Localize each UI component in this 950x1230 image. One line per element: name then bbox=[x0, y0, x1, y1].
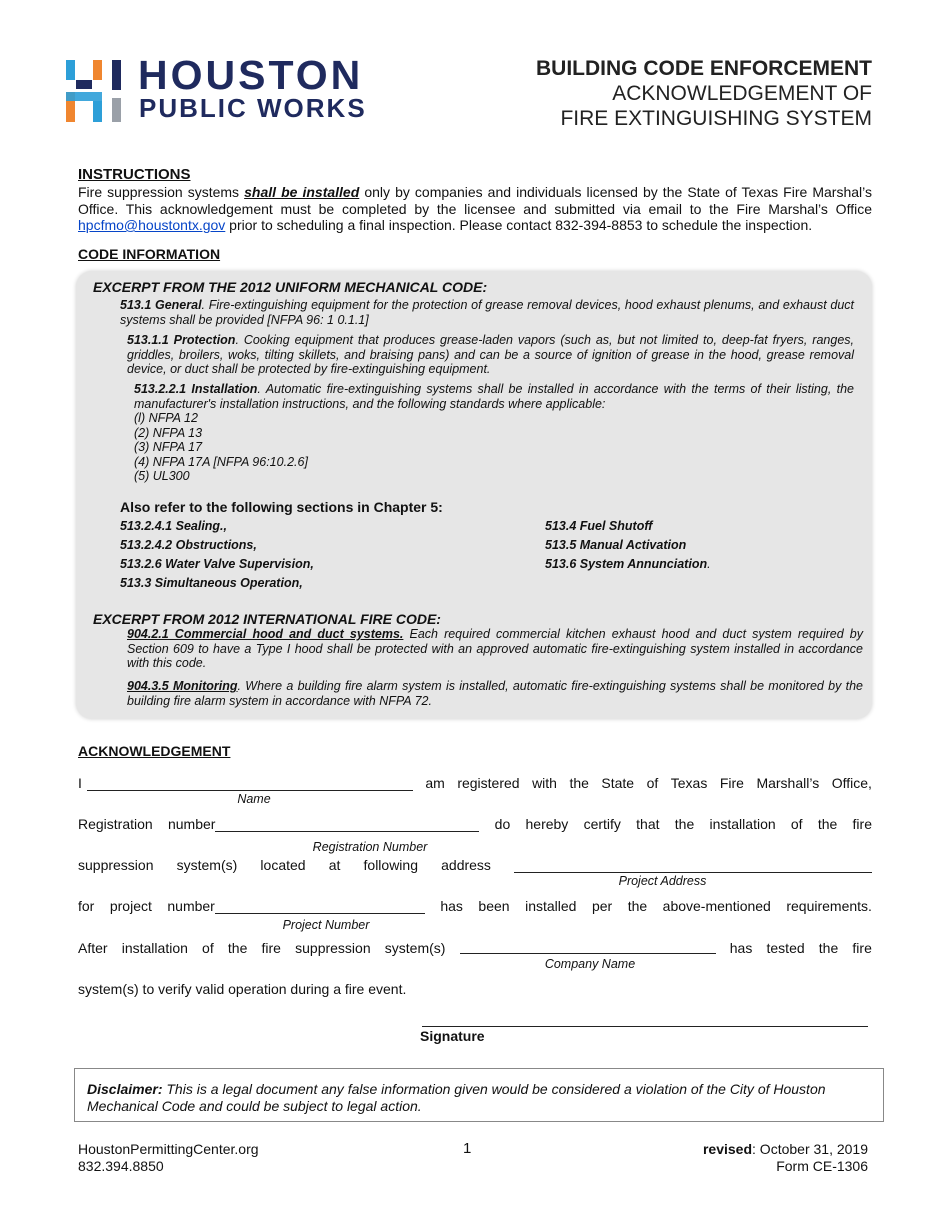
acknowledgement-heading: ACKNOWLEDGEMENT bbox=[78, 743, 231, 759]
section-513-1-1-label: 513.1.1 Protection bbox=[127, 333, 236, 347]
ack-word: do bbox=[494, 816, 511, 832]
section-904-2-1 bbox=[127, 627, 863, 671]
registration-number-field[interactable] bbox=[215, 818, 479, 832]
title-line-3: FIRE EXTINGUISHING SYSTEM bbox=[560, 107, 872, 130]
title-line-1: BUILDING CODE ENFORCEMENT bbox=[536, 57, 872, 80]
ack-word: located bbox=[260, 857, 306, 873]
reference-item bbox=[545, 557, 711, 571]
reference-item-label: 513.6 System Annunciation bbox=[545, 557, 708, 571]
company-name-caption: Company Name bbox=[544, 957, 636, 971]
ack-word: at bbox=[328, 857, 341, 873]
imc-excerpt-heading: EXCERPT FROM THE 2012 UNIFORM MECHANICAL CODE: bbox=[93, 279, 488, 295]
footer-website: HoustonPermittingCenter.org bbox=[78, 1141, 259, 1157]
ack-word: certify bbox=[583, 816, 621, 832]
instructions-text-start: Fire suppression systems bbox=[78, 184, 245, 200]
section-904-2-1-label: 904.2.1 Commercial hood and duct systems. bbox=[127, 627, 404, 641]
ack-word: installed bbox=[525, 898, 577, 914]
ack-word: has bbox=[440, 898, 463, 914]
reference-item: 513.2.4.2 Obstructions, bbox=[120, 538, 257, 552]
ack-word: suppression bbox=[78, 857, 154, 873]
ack-word: project bbox=[109, 898, 152, 914]
standard-item: (3) NFPA 17 bbox=[134, 440, 203, 454]
ack-word: Office, bbox=[831, 775, 872, 791]
project-address-field[interactable] bbox=[514, 859, 872, 873]
ack-word: of bbox=[790, 816, 803, 832]
section-513-1 bbox=[120, 298, 854, 327]
ifc-excerpt-heading: EXCERPT FROM 2012 INTERNATIONAL FIRE CODE: bbox=[93, 611, 441, 627]
title-line-2: ACKNOWLEDGEMENT OF bbox=[612, 82, 872, 105]
disclaimer-label: Disclaimer: bbox=[87, 1081, 163, 1097]
footer-right bbox=[703, 1141, 868, 1175]
project-address-caption: Project Address bbox=[618, 874, 707, 888]
ack-word: tested bbox=[766, 940, 805, 956]
standard-item: (5) UL300 bbox=[134, 469, 190, 483]
footer-phone: 832.394.8850 bbox=[78, 1158, 164, 1174]
name-field[interactable] bbox=[87, 777, 413, 791]
instructions-heading: INSTRUCTIONS bbox=[78, 166, 191, 183]
footer-form-number: Form CE-1306 bbox=[776, 1158, 868, 1174]
ack-word: After bbox=[78, 940, 108, 956]
ack-word: am bbox=[425, 775, 445, 791]
section-513-2-2-1-label: 513.2.2.1 Installation bbox=[134, 382, 258, 396]
footer-left bbox=[78, 1141, 259, 1175]
ack-word: State bbox=[601, 775, 635, 791]
instructions-emphasis: shall be installed bbox=[244, 184, 360, 200]
standard-item: (2) NFPA 13 bbox=[134, 425, 203, 440]
document-title bbox=[536, 56, 872, 131]
revised-label: revised bbox=[702, 1141, 753, 1157]
ack-word: registered bbox=[457, 775, 520, 791]
ack-word: requirements. bbox=[786, 898, 872, 914]
instructions-text-middle: only by companies and individuals licensed by the State of Texas Fire Marshal’s Office. This acknowledgement must be completed by the licensee and submitted via email to the Fire Marshal’s Office bbox=[78, 184, 872, 217]
registration-number-caption: Registration Number bbox=[312, 840, 428, 854]
logo-mark-icon bbox=[66, 58, 130, 126]
instructions-text-end: prior to scheduling a final inspection. Please contact 832-394-8853 to schedule the inspection. bbox=[225, 217, 813, 233]
ack-word: number bbox=[167, 898, 215, 914]
ack-word: that bbox=[636, 816, 660, 832]
ack-word: system(s) bbox=[384, 940, 446, 956]
ack-word: fire bbox=[852, 816, 872, 832]
ack-word: the bbox=[569, 775, 589, 791]
ack-word: of bbox=[202, 940, 214, 956]
ack-word: address bbox=[441, 857, 491, 873]
ack-line-6: system(s) to verify valid operation during a fire event. bbox=[78, 981, 407, 997]
ack-word: Texas bbox=[670, 775, 708, 791]
ack-word: the bbox=[627, 898, 648, 914]
reference-item: 513.2.6 Water Valve Supervision, bbox=[120, 557, 314, 571]
instructions-text bbox=[78, 184, 872, 234]
also-refer-heading: Also refer to the following sections in Chapter 5: bbox=[120, 499, 443, 515]
ack-word: the bbox=[817, 816, 838, 832]
signature-caption: Signature bbox=[420, 1028, 485, 1044]
logo-word-public-works: PUBLIC WORKS bbox=[139, 93, 367, 123]
ack-word: per bbox=[591, 898, 613, 914]
revised-date: : October 31, 2019 bbox=[752, 1141, 868, 1157]
section-513-1-1 bbox=[127, 333, 854, 377]
page-number: 1 bbox=[463, 1140, 472, 1157]
section-513-1-1-text: . Cooking equipment that produces grease-laden vapors (such as, but not limited to, deep-fat fryers, ranges, griddles, broilers, woks, tilting skillets, and braising pans) and can be a source of ignition of grease in the hood, grease removal device, or duct shall be protected by fire-extinguishing equipment. bbox=[127, 333, 854, 376]
ack-word: Fire bbox=[719, 775, 744, 791]
project-number-field[interactable] bbox=[215, 900, 425, 914]
ack-word: following bbox=[363, 857, 418, 873]
company-name-field[interactable] bbox=[460, 940, 716, 954]
reference-item: 513.3 Simultaneous Operation, bbox=[120, 576, 303, 590]
ack-text: I bbox=[78, 775, 82, 791]
ack-word: suppression bbox=[295, 940, 371, 956]
section-904-3-5 bbox=[127, 679, 863, 708]
section-513-1-text: . Fire-extinguishing equipment for the protection of grease removal devices, hood exhaust plenums, and exhaust duct systems shall be provided [NFPA 96: 1 0.1.1] bbox=[120, 298, 854, 327]
ack-word: been bbox=[478, 898, 510, 914]
ack-word: with bbox=[532, 775, 557, 791]
fire-marshal-email-link[interactable]: hpcfmo@houstontx.gov bbox=[78, 217, 226, 233]
ack-word: of bbox=[646, 775, 659, 791]
reference-item: 513.2.4.1 Sealing., bbox=[120, 519, 228, 533]
code-information-heading: CODE INFORMATION bbox=[78, 246, 221, 262]
ack-line-4 bbox=[78, 898, 872, 914]
section-904-3-5-label: 904.3.5 Monitoring bbox=[127, 679, 238, 693]
ack-word: fire bbox=[261, 940, 281, 956]
ack-word: hereby bbox=[525, 816, 569, 832]
ack-word: installation bbox=[121, 940, 188, 956]
ack-line-1 bbox=[78, 775, 872, 791]
ack-word: Marshall’s bbox=[756, 775, 820, 791]
logo-word-houston: HOUSTON bbox=[138, 52, 364, 98]
ack-word: number bbox=[167, 816, 216, 832]
disclaimer-text: This is a legal document any false information given would be considered a violation of the City of Houston Mechanical Code and could be subject to legal action. bbox=[87, 1081, 826, 1114]
ack-line-5 bbox=[78, 940, 872, 956]
section-904-2-1-text: Each required commercial kitchen exhaust hood and duct system required by Section 609 to have a Type I hood shall be protected with an approved automatic fire-extinguishing system installed in accordance with this code. bbox=[127, 627, 863, 670]
ack-word: the bbox=[227, 940, 248, 956]
ack-word: the bbox=[818, 940, 839, 956]
ack-word: system(s) bbox=[176, 857, 238, 873]
houston-public-works-logo bbox=[66, 52, 386, 128]
ack-word: fire bbox=[852, 940, 872, 956]
project-number-caption: Project Number bbox=[282, 918, 370, 932]
ack-line-2 bbox=[78, 816, 872, 832]
ack-word: has bbox=[729, 940, 753, 956]
ack-word: Registration bbox=[78, 816, 153, 832]
section-904-3-5-text: . Where a building fire alarm system is installed, automatic fire-extinguishing systems shall be monitored by the building fire alarm system in accordance with NFPA 72. bbox=[127, 679, 863, 708]
footer-revised bbox=[703, 1141, 868, 1158]
ack-word: installation bbox=[709, 816, 776, 832]
standard-item: (l) NFPA 12 bbox=[134, 411, 198, 425]
disclaimer-box bbox=[74, 1068, 884, 1122]
section-513-2-2-1-text: . Automatic fire-extinguishing systems shall be installed in accordance with the terms of their listing, the manufacturer's installation instructions, and the following standards where applicable: bbox=[134, 382, 854, 411]
ack-line-3 bbox=[78, 857, 872, 873]
ack-word: above-mentioned bbox=[662, 898, 771, 914]
section-513-2-2-1 bbox=[134, 382, 854, 484]
section-513-1-label: 513.1 General bbox=[120, 298, 202, 312]
reference-item-suffix: . bbox=[707, 557, 711, 571]
standard-item: (4) NFPA 17A [NFPA 96:10.2.6] bbox=[134, 454, 308, 469]
name-caption: Name bbox=[237, 792, 271, 806]
ack-word: for bbox=[78, 898, 95, 914]
ack-word: the bbox=[674, 816, 695, 832]
signature-field[interactable] bbox=[422, 1026, 868, 1027]
reference-item: 513.4 Fuel Shutoff bbox=[545, 519, 653, 533]
reference-item: 513.5 Manual Activation bbox=[545, 538, 687, 552]
